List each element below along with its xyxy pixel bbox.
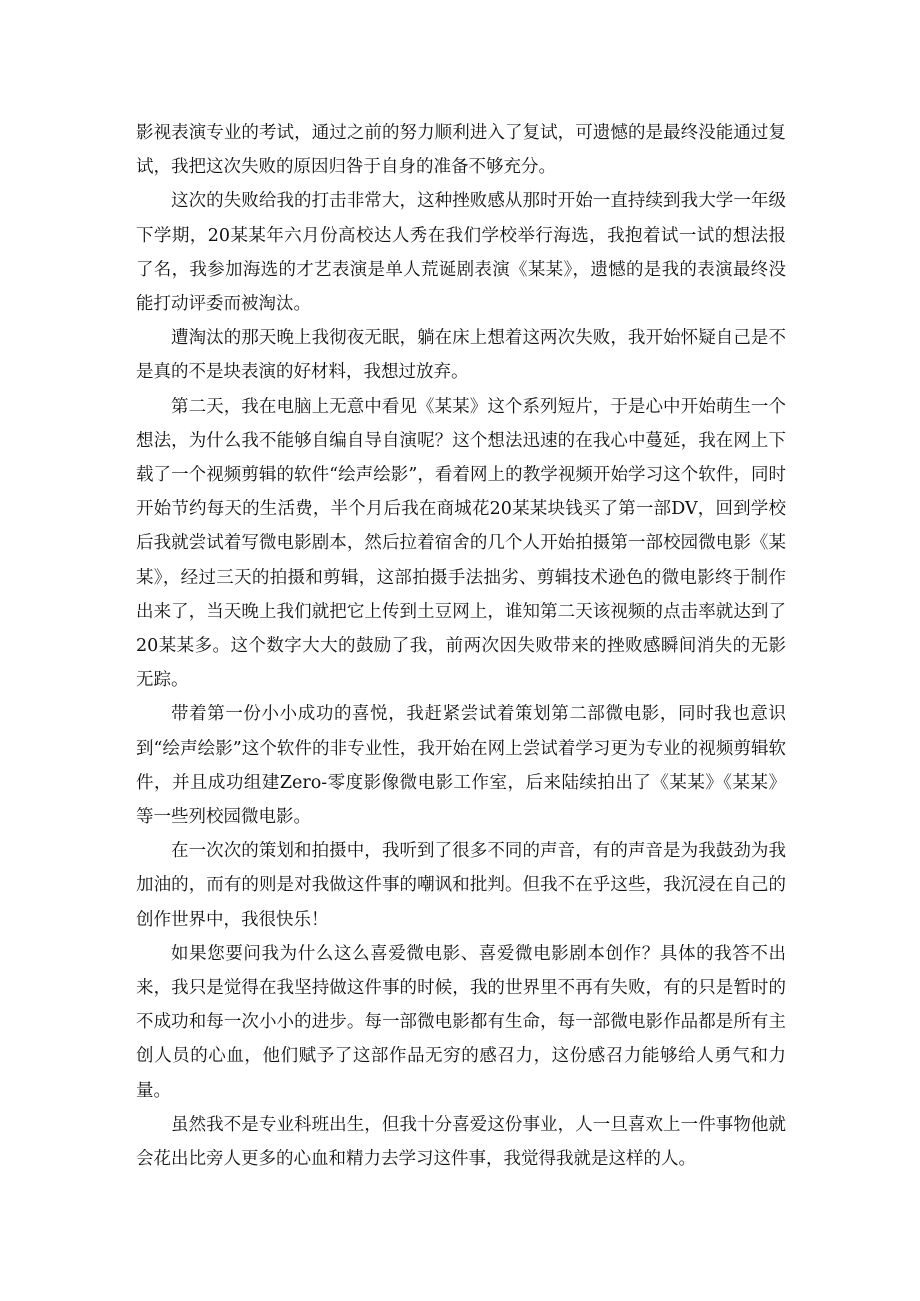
document-body	[136, 116, 786, 1176]
paragraph: 第二天，我在电脑上无意中看见《某某》这个系列短片，于是心中开始萌生一个想法，为什么我不能够自编自导自演呢？这个想法迅速的在我心中蔓延，我在网上下载了一个视频剪辑的软件“绘声绘影”，看着网上的教学视频开始学习这个软件，同时开始节约每天的生活费，半个月后我在商城花20某某块钱买了第一部DV，回到学校后我就尝试着写微电影剧本，然后拉着宿舍的几个人开始拍摄第一部校园微电影《某某》，经过三天的拍摄和剪辑，这部拍摄手法拙劣、剪辑技术逊色的微电影终于制作出来了，当天晚上我们就把它上传到土豆网上，谁知第二天该视频的点击率就达到了20某某多。这个数字大大的鼓励了我，前两次因失败带来的挫败感瞬间消失的无影无踪。	[136, 396, 786, 691]
paragraph: 虽然我不是专业科班出生，但我十分喜爱这份事业，人一旦喜欢上一件事物他就会花出比旁人更多的心血和精力去学习这件事，我觉得我就是这样的人。	[136, 1114, 786, 1170]
paragraph: 在一次次的策划和拍摄中，我听到了很多不同的声音，有的声音是为我鼓劲为我加油的，而有的则是对我做这件事的嘲讽和批判。但我不在乎这些，我沉浸在自己的创作世界中，我很快乐！	[136, 841, 786, 930]
paragraph: 影视表演专业的考试，通过之前的努力顺利进入了复试，可遗憾的是最终没能通过复试，我把这次失败的原因归咎于自身的准备不够充分。	[136, 123, 786, 178]
paragraph: 带着第一份小小成功的喜悦，我赶紧尝试着策划第二部微电影，同时我也意识到“绘声绘影”这个软件的非专业性，我开始在网上尝试着学习更为专业的视频剪辑软件，并且成功组建Zero-零度影像微电影工作室，后来陆续拍出了《某某》《某某》等一些列校园微电影。	[136, 704, 786, 828]
paragraph: 遭淘汰的那天晚上我彻夜无眠，躺在床上想着这两次失败，我开始怀疑自己是不是真的不是块表演的好材料，我想过放弃。	[136, 328, 786, 383]
paragraph: 这次的失败给我的打击非常大，这种挫败感从那时开始一直持续到我大学一年级下学期，20某某年六月份高校达人秀在我们学校举行海选，我抱着试一试的想法报了名，我参加海选的才艺表演是单人荒诞剧表演《某某》，遗憾的是我的表演最终没能打动评委而被淘汰。	[136, 191, 786, 315]
paragraph: 如果您要问我为什么这么喜爱微电影、喜爱微电影剧本创作？具体的我答不出来，我只是觉得在我坚持做这件事的时候，我的世界里不再有失败，有的只是暂时的不成功和每一次小小的进步。每一部微电影都有生命，每一部微电影作品都是所有主创人员的心血，他们赋予了这部作品无穷的感召力，这份感召力能够给人勇气和力量。	[136, 943, 786, 1101]
